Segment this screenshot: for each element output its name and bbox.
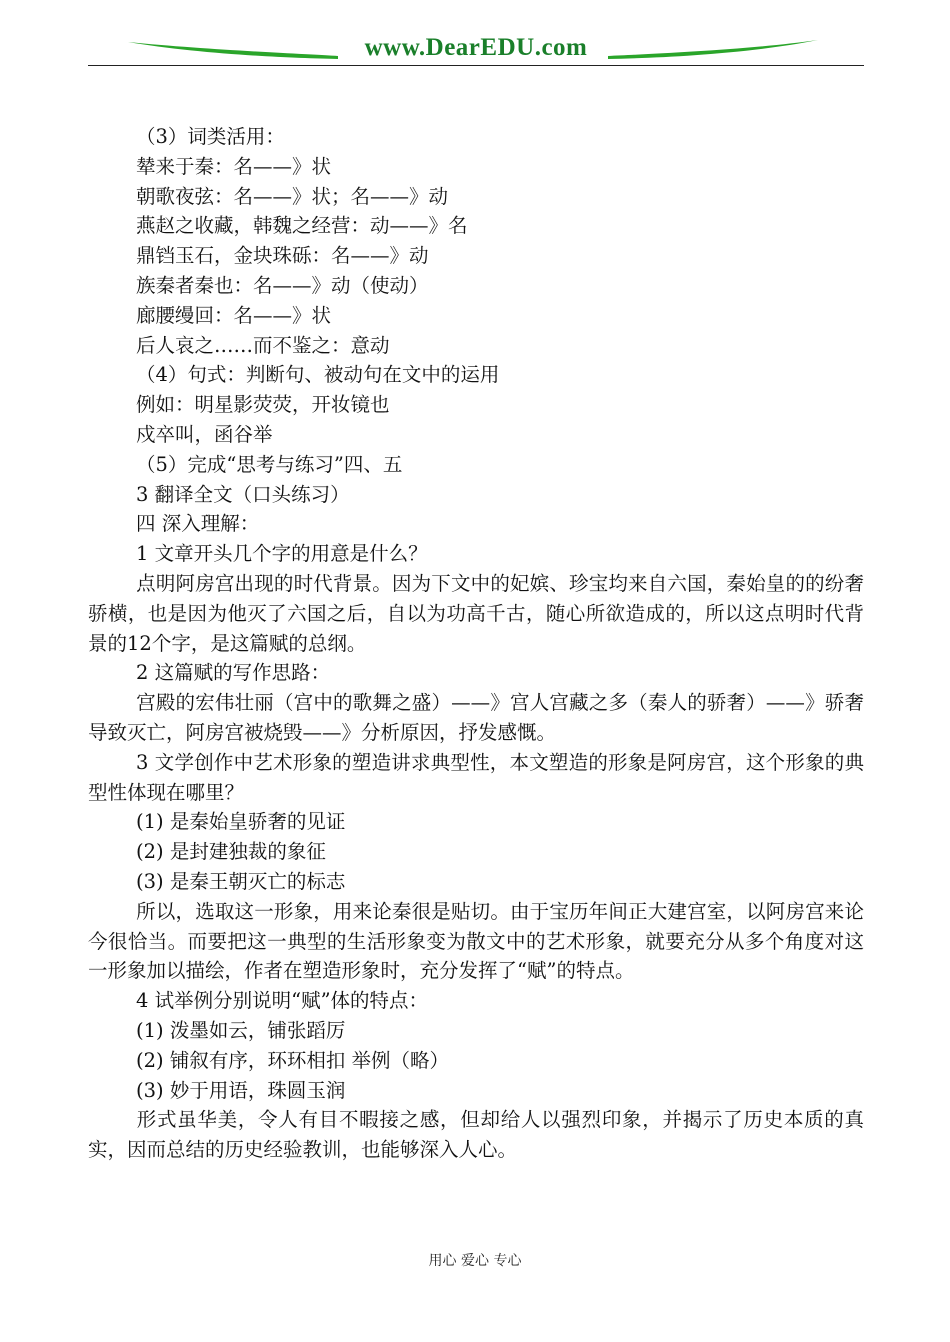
list-item: (1) 是秦始皇骄奢的见证	[136, 810, 346, 834]
list-item: (3) 是秦王朝灭亡的标志	[136, 869, 346, 893]
paragraph	[88, 748, 864, 808]
paragraph-text: 点明阿房宫出现的时代背景。因为下文中的妃嫔、珍宝均来自六国，秦始皇的的纷奢骄横，也是因为他灭了六国之后，自以为功高千古，随心所欲造成的，所以这点明时代背景的12个字，是这篇赋的总纲。	[88, 571, 864, 655]
header-rule	[88, 65, 864, 66]
text-line: 后人哀之……而不鉴之：意动	[136, 333, 390, 357]
paragraph	[88, 688, 864, 748]
page-footer: 用心 爱心 专心	[428, 1253, 522, 1269]
paragraph	[88, 1105, 864, 1165]
text-line: 3 翻译全文（口头练习）	[136, 482, 350, 506]
paragraph-text: 3 文学创作中艺术形象的塑造讲求典型性，本文塑造的形象是阿房宫，这个形象的典型性体现在哪里？	[88, 750, 864, 804]
paragraph-text: 形式虽华美，令人有目不暇接之感，但却给人以强烈印象，并揭示了历史本质的真实，因而总结的历史经验教训，也能够深入人心。	[88, 1108, 864, 1162]
text-line: （4）句式：判断句、被动句在文中的运用	[136, 363, 500, 387]
text-line: 1 文章开头几个字的用意是什么？	[136, 542, 428, 566]
text-line: （5）完成“思考与练习”四、五	[136, 452, 403, 476]
text-line: 4 试举例分别说明“赋”体的特点：	[136, 989, 429, 1013]
text-line: 四 深入理解：	[136, 512, 260, 536]
site-brand: www.DearEDU.com	[364, 34, 588, 61]
paragraph	[88, 569, 864, 658]
list-item: (3) 妙于用语，珠圆玉润	[136, 1078, 346, 1102]
text-line: 朝歌夜弦：名——》状；名——》动	[136, 184, 449, 208]
paragraph-text: 所以，选取这一形象，用来论秦很是贴切。由于宝历年间正大建宫室，以阿房宫来论今很恰当。而要把这一典型的生活形象变为散文中的艺术形象，就要充分从多个角度对这一形象加以描绘，作者在塑造形象时，充分发挥了“赋”的特点。	[88, 899, 864, 983]
text-line: 例如：明星影荧荧，开妆镜也	[136, 393, 390, 417]
text-line: 2 这篇赋的写作思路：	[136, 661, 331, 685]
text-line: 鼎铛玉石，金块珠砾：名——》动	[136, 244, 429, 268]
paragraph	[88, 897, 864, 986]
text-line: 燕赵之收藏，韩魏之经营：动——》名	[136, 214, 468, 238]
list-item: (2) 铺叙有序，环环相扣 举例（略）	[136, 1048, 450, 1072]
text-line: 廊腰缦回：名——》状	[136, 303, 332, 327]
text-line: 辇来于秦：名——》状	[136, 154, 332, 178]
paragraph-text: 宫殿的宏伟壮丽（宫中的歌舞之盛）——》宫人宫藏之多（秦人的骄奢）——》骄奢导致灭亡，阿房宫被烧毁——》分析原因，抒发感慨。	[88, 691, 864, 744]
text-line: （3）词类活用：	[136, 125, 285, 148]
text-line: 戍卒叫，函谷举	[136, 422, 273, 446]
document-body	[88, 122, 864, 1165]
list-item: (2) 是封建独裁的象征	[136, 840, 326, 864]
list-item: (1) 泼墨如云，铺张蹈厉	[136, 1018, 346, 1042]
text-line: 族秦者秦也：名——》动（使动）	[136, 273, 429, 297]
